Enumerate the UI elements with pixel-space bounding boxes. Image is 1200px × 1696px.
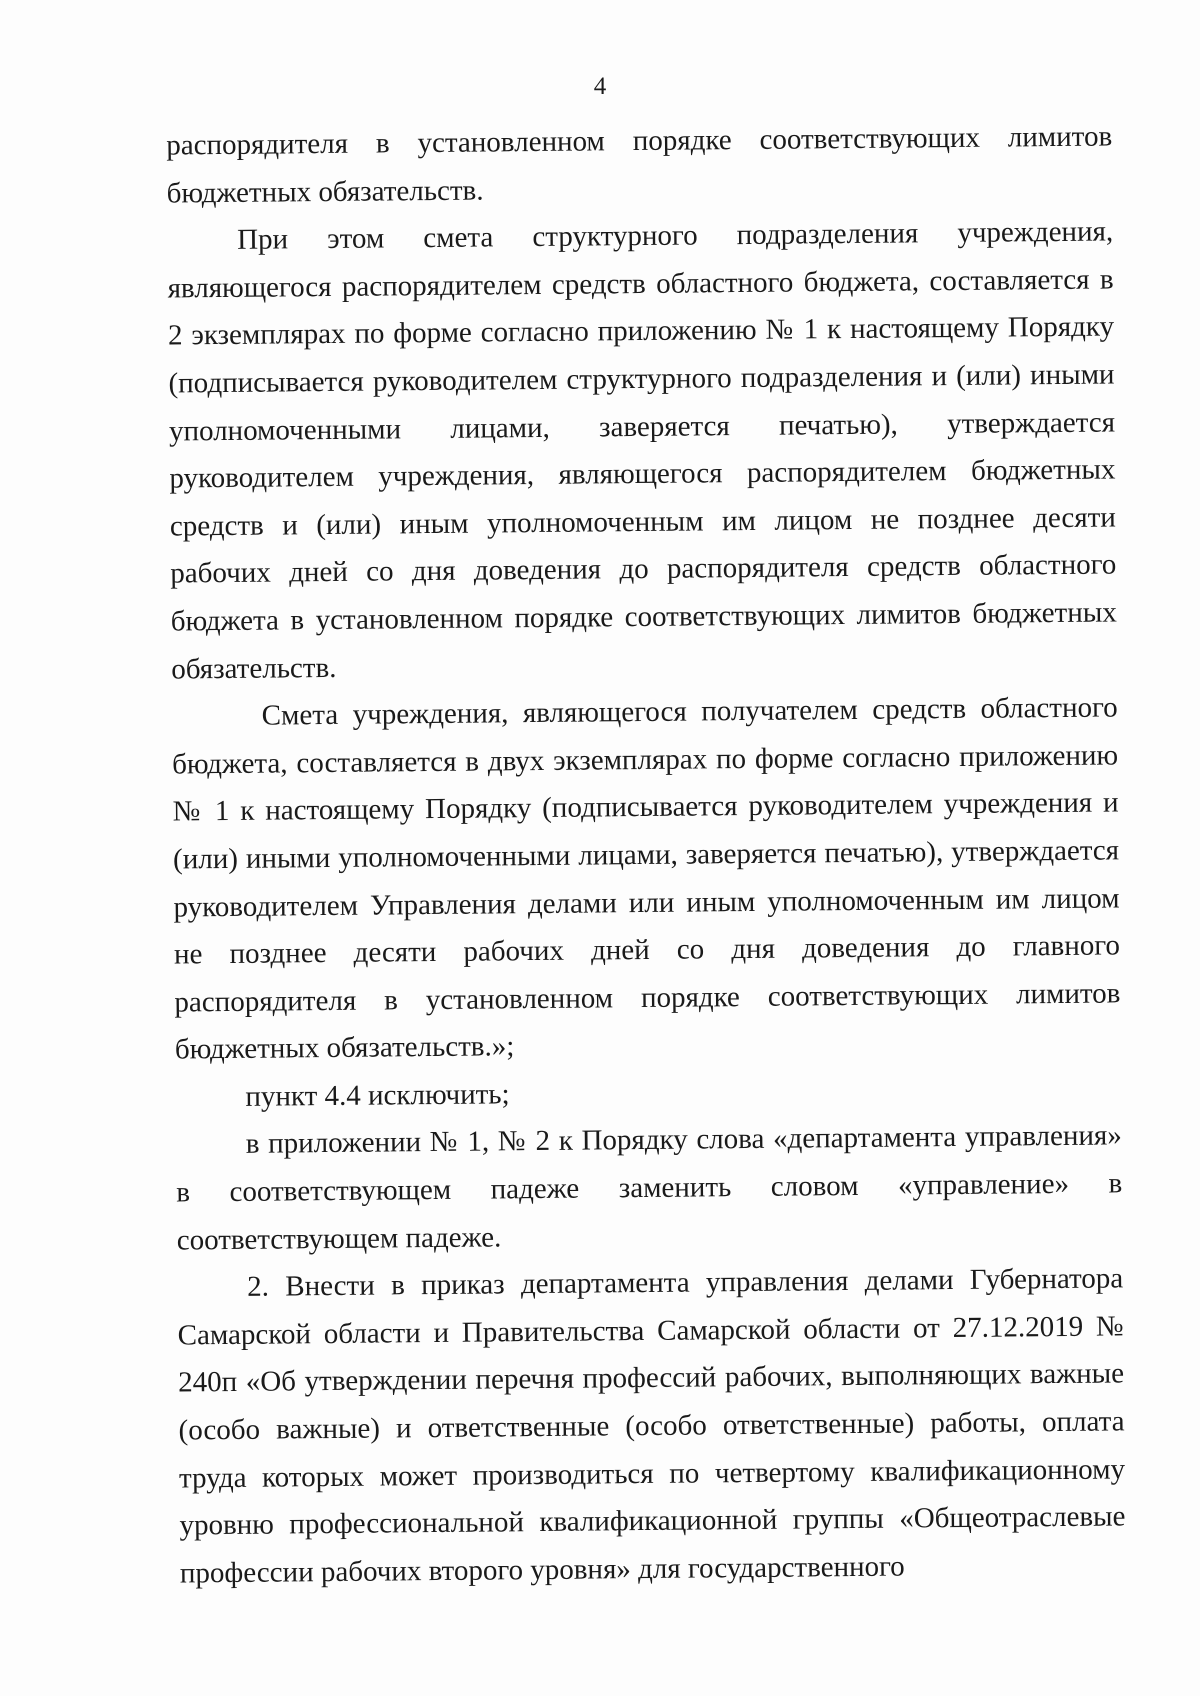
document-body [166, 113, 1126, 1597]
paragraph-institution-estimate: Смета учреждения, являющегося получателем средств областного бюджета, составляется в двух экземплярах по форме согласно приложению № 1 к настоящему Порядку (подписывается руководителем учреждения и (или) иными уполномоченными лицами, заверяется печатью), утверждается руководителем Управления делами или иным уполномоченным им лицом не позднее десяти рабочих дней со дня доведения до главного распорядителя в установленном порядке соответствующих лимитов бюджетных обязательств.»; [172, 691, 1121, 1066]
paragraph-item-2: 2. Внести в приказ департамента управления делами Губернатора Самарской области и Правительства Самарской области от 27.12.2019 № 240п «Об утверждении перечня профессий рабочих, выполняющих важные (особо важные) и ответственные (особо ответственные) работы, оплата труда которых может производиться по четвертому квалификационному уровню профессиональной квалификационной группы «Общеотраслевые профессии рабочих второго уровня» для государственного [177, 1262, 1126, 1590]
paragraph-appendix-wording: в приложении № 1, № 2 к Порядку слова «департамента управления» в соответствующем падеже заменить словом «управление» в соответствующем падеже. [176, 1119, 1123, 1257]
page-number: 4 [593, 73, 607, 100]
paragraph-item-4-4: пункт 4.4 исключить; [245, 1078, 510, 1113]
paragraph-continuation: распорядителя в установленном порядке соответствующих лимитов бюджетных обязательств. [166, 120, 1113, 210]
paragraph-structural-unit-estimate: При этом смета структурного подразделения учреждения, являющегося распорядителем средств областного бюджета, составляется в 2 экземплярах по форме согласно приложению № 1 к настоящему Порядку (подписывается руководителем структурного подразделения и (или) иными уполномоченными лицами, заверяется печатью), утверждается руководителем учреждения, являющегося распорядителем бюджетных средств и (или) иным уполномоченным им лицом не позднее десяти рабочих дней со дня доведения до распорядителя средств областного бюджета в установленном порядке соответствующих лимитов бюджетных обязательств. [167, 215, 1117, 686]
